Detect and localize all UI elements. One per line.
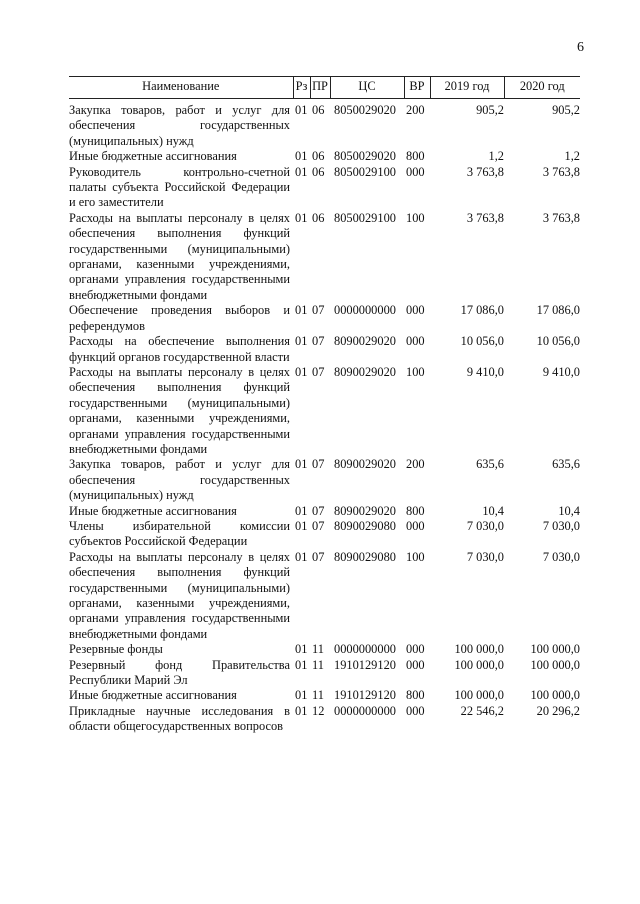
cell-cs: 8050029100 xyxy=(334,164,396,179)
cell-pr: 07 xyxy=(312,518,325,533)
cell-y2020: 635,6 xyxy=(552,457,580,472)
cell-vr: 000 xyxy=(406,164,425,179)
table-row xyxy=(69,704,580,735)
table-row xyxy=(69,365,580,457)
cell-y2020: 17 086,0 xyxy=(536,303,580,318)
cell-y2019: 10 056,0 xyxy=(460,334,504,349)
cell-vr: 100 xyxy=(406,210,425,225)
cell-rz: 01 xyxy=(295,688,308,703)
cell-pr: 06 xyxy=(312,164,325,179)
header-pr: ПР xyxy=(310,77,330,99)
cell-y2019: 7 030,0 xyxy=(466,518,504,533)
header-2019: 2019 год xyxy=(430,77,504,99)
header-vr: ВР xyxy=(404,77,430,99)
cell-vr: 000 xyxy=(406,334,425,349)
cell-cs: 8090029020 xyxy=(334,503,396,518)
cell-y2020: 100 000,0 xyxy=(530,688,580,703)
budget-table xyxy=(69,76,580,735)
header-cs: ЦС xyxy=(330,77,404,99)
cell-vr: 200 xyxy=(406,103,425,117)
cell-pr: 11 xyxy=(312,642,324,657)
cell-pr: 11 xyxy=(312,657,324,672)
cell-rz: 01 xyxy=(295,334,308,349)
cell-y2020: 100 000,0 xyxy=(530,657,580,672)
cell-y2019: 17 086,0 xyxy=(460,303,504,318)
cell-cs: 8090029020 xyxy=(334,334,396,349)
cell-vr: 800 xyxy=(406,688,425,703)
cell-rz: 01 xyxy=(295,642,308,657)
cell-cs: 8090029020 xyxy=(334,457,396,472)
cell-rz: 01 xyxy=(295,103,308,117)
cell-cs: 1910129120 xyxy=(334,657,396,672)
cell-pr: 07 xyxy=(312,457,325,472)
cell-y2019: 9 410,0 xyxy=(466,364,504,379)
table-row xyxy=(69,688,580,703)
cell-name: Закупка товаров, работ и услуг для обеспечения государственных (муниципальных) нужд xyxy=(69,103,290,148)
cell-vr: 800 xyxy=(406,503,425,518)
cell-name: Прикладные научные исследования в области общегосударственных вопросов xyxy=(69,703,290,734)
cell-y2019: 3 763,8 xyxy=(466,210,504,225)
cell-cs: 8090029080 xyxy=(334,518,396,533)
cell-y2019: 1,2 xyxy=(488,149,504,164)
cell-y2020: 7 030,0 xyxy=(542,549,580,564)
cell-rz: 01 xyxy=(295,303,308,318)
cell-cs: 8090029020 xyxy=(334,364,396,379)
cell-vr: 200 xyxy=(406,457,425,472)
cell-y2019: 905,2 xyxy=(476,103,504,117)
cell-name: Резервный фонд Правительства Республики Марий Эл xyxy=(69,657,290,688)
cell-y2019: 10,4 xyxy=(482,503,504,518)
cell-name: Резервные фонды xyxy=(69,642,163,657)
cell-y2020: 10,4 xyxy=(558,503,580,518)
cell-y2019: 3 763,8 xyxy=(466,164,504,179)
cell-cs: 8050029020 xyxy=(334,103,396,117)
cell-name: Иные бюджетные ассигнования xyxy=(69,149,237,164)
cell-rz: 01 xyxy=(295,518,308,533)
cell-y2020: 10 056,0 xyxy=(536,334,580,349)
cell-name: Иные бюджетные ассигнования xyxy=(69,503,237,518)
cell-pr: 11 xyxy=(312,688,324,703)
cell-y2020: 100 000,0 xyxy=(530,642,580,657)
cell-rz: 01 xyxy=(295,457,308,472)
cell-y2020: 3 763,8 xyxy=(542,164,580,179)
cell-y2019: 635,6 xyxy=(476,457,504,472)
cell-pr: 12 xyxy=(312,703,325,718)
cell-name: Члены избирательной комиссии субъектов Российской Федерации xyxy=(69,518,290,549)
header-2020: 2020 год xyxy=(504,77,580,99)
cell-rz: 01 xyxy=(295,503,308,518)
cell-cs: 1910129120 xyxy=(334,688,396,703)
cell-cs: 0000000000 xyxy=(334,303,396,318)
table-row xyxy=(69,303,580,334)
cell-pr: 06 xyxy=(312,149,325,164)
cell-y2019: 7 030,0 xyxy=(466,549,504,564)
cell-pr: 07 xyxy=(312,364,325,379)
cell-name: Расходы на выплаты персоналу в целях обеспечения выполнения функций государственными (муниципальными) органами, казенными учреждениями, органами управления государственными внебюджетными фондами xyxy=(69,364,290,456)
header-rz: Рз xyxy=(293,77,310,99)
cell-name: Иные бюджетные ассигнования xyxy=(69,688,237,703)
cell-rz: 01 xyxy=(295,210,308,225)
table-header xyxy=(69,77,580,99)
cell-y2020: 1,2 xyxy=(564,149,580,164)
cell-y2020: 3 763,8 xyxy=(542,210,580,225)
table-row xyxy=(69,658,580,689)
cell-vr: 000 xyxy=(406,657,425,672)
cell-cs: 8090029080 xyxy=(334,549,396,564)
table-row xyxy=(69,457,580,503)
cell-pr: 07 xyxy=(312,303,325,318)
cell-pr: 07 xyxy=(312,549,325,564)
table-row xyxy=(69,99,580,150)
table-row xyxy=(69,550,580,642)
cell-vr: 000 xyxy=(406,303,425,318)
cell-y2020: 9 410,0 xyxy=(542,364,580,379)
cell-y2020: 7 030,0 xyxy=(542,518,580,533)
cell-name: Обеспечение проведения выборов и референдумов xyxy=(69,303,290,333)
cell-y2020: 20 296,2 xyxy=(536,703,580,718)
cell-cs: 0000000000 xyxy=(334,703,396,718)
cell-cs: 8050029100 xyxy=(334,210,396,225)
cell-vr: 100 xyxy=(406,364,425,379)
cell-y2019: 100 000,0 xyxy=(454,688,504,703)
page-number: 6 xyxy=(577,40,584,55)
table-row xyxy=(69,504,580,519)
cell-rz: 01 xyxy=(295,703,308,718)
cell-rz: 01 xyxy=(295,657,308,672)
cell-name: Расходы на обеспечение выполнения функций органов государственной власти xyxy=(69,334,290,364)
cell-y2019: 100 000,0 xyxy=(454,642,504,657)
table-row xyxy=(69,519,580,550)
cell-pr: 06 xyxy=(312,210,325,225)
cell-y2019: 100 000,0 xyxy=(454,657,504,672)
table-row xyxy=(69,642,580,657)
cell-name: Руководитель контрольно-счетной палаты субъекта Российской Федерации и его заместители xyxy=(69,164,290,210)
cell-pr: 07 xyxy=(312,503,325,518)
table-row xyxy=(69,211,580,303)
cell-vr: 800 xyxy=(406,149,425,164)
cell-rz: 01 xyxy=(295,149,308,164)
cell-vr: 000 xyxy=(406,703,425,718)
cell-y2019: 22 546,2 xyxy=(460,703,504,718)
cell-y2020: 905,2 xyxy=(552,103,580,117)
cell-rz: 01 xyxy=(295,164,308,179)
table-row xyxy=(69,149,580,164)
header-name: Наименование xyxy=(69,77,293,99)
table-row xyxy=(69,334,580,365)
cell-cs: 8050029020 xyxy=(334,149,396,164)
cell-cs: 0000000000 xyxy=(334,642,396,657)
cell-pr: 06 xyxy=(312,103,325,117)
table-row xyxy=(69,165,580,211)
cell-name: Расходы на выплаты персоналу в целях обеспечения выполнения функций государственными (муниципальными) органами, казенными учреждениями, органами управления государственными внебюджетными фондами xyxy=(69,549,290,641)
cell-vr: 100 xyxy=(406,549,425,564)
cell-rz: 01 xyxy=(295,549,308,564)
cell-rz: 01 xyxy=(295,364,308,379)
cell-vr: 000 xyxy=(406,642,425,657)
cell-name: Закупка товаров, работ и услуг для обеспечения государственных (муниципальных) нужд xyxy=(69,457,290,503)
cell-pr: 07 xyxy=(312,334,325,349)
cell-name: Расходы на выплаты персоналу в целях обеспечения выполнения функций государственными (муниципальными) органами, казенными учреждениями, органами управления государственными внебюджетными фондами xyxy=(69,210,290,302)
cell-vr: 000 xyxy=(406,518,425,533)
table-body xyxy=(69,99,580,735)
